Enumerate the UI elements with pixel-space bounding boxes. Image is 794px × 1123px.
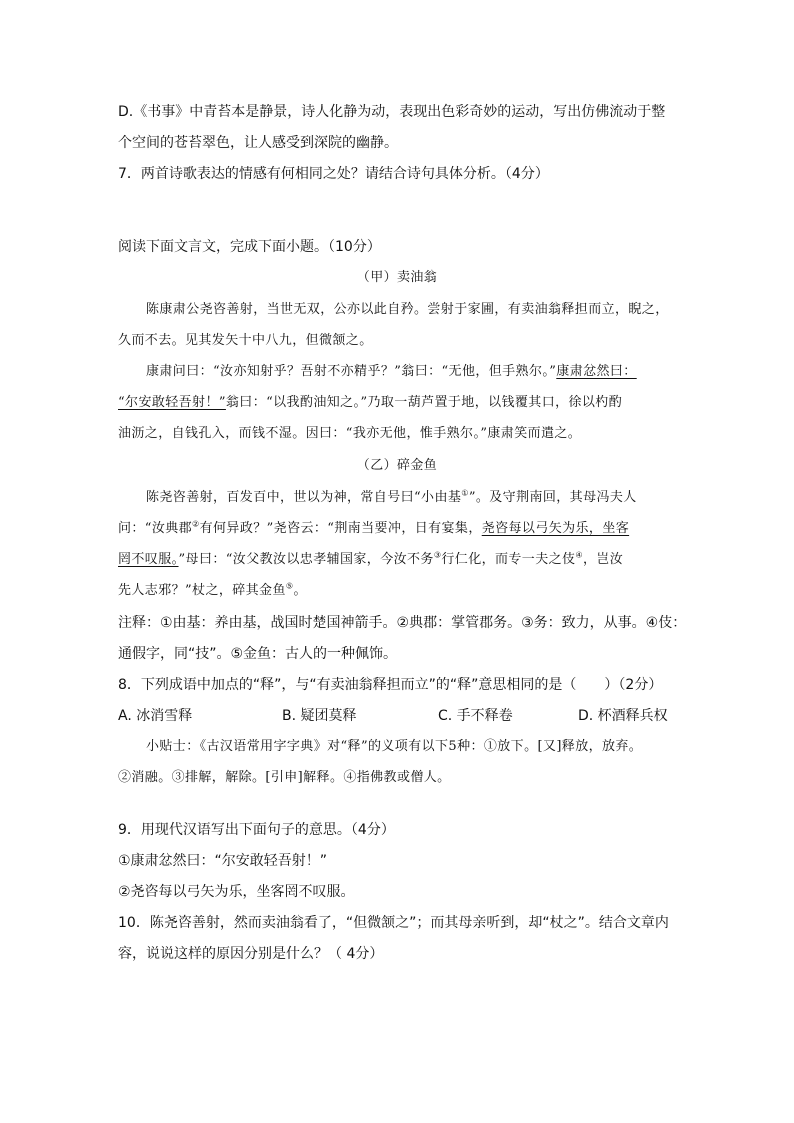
yi-line4	[118, 581, 307, 601]
yi-text: 先人志邪？”杖之，碎其金鱼	[118, 583, 286, 598]
yi-text: ”母曰：“汝父教汝以忠孝辅国家，今汝不务	[178, 552, 434, 567]
yi-underlined-sentence-end: 罔不叹服。	[118, 552, 179, 567]
q6-option-d-line2: 个空间的苍苔翠色，让人感受到深院的幽静。	[118, 135, 398, 151]
notes-line1: 注释：①由基：养由基，战国时楚国神箭手。②典郡：掌管郡务。③务：致力，从事。④伎：	[118, 615, 687, 631]
note-marker-2: ②	[192, 519, 200, 529]
notes-line2: 通假字，同“技”。⑤金鱼：古人的一种佩饰。	[118, 646, 398, 662]
q6-option-d-line1: D.《书事》中青苔本是静景，诗人化静为动，表现出色彩奇妙的运动，写出仿佛流动于整	[118, 104, 666, 120]
question-10-line1: 10．陈尧咨善射，然而卖油翁看了，“但微颔之”；而其母亲听到，却“杖之”。结合文章内	[118, 915, 669, 931]
note-marker-1: ①	[461, 488, 469, 498]
jia-text: 康肃问曰：“汝亦知射乎？吾射不亦精乎？”翁曰：“无他，但手熟尔。”	[146, 364, 557, 379]
question-9: 9．用现代汉语写出下面句子的意思。（4分）	[118, 822, 395, 838]
q9-sentence-2: ②尧咨每以弓矢为乐，坐客罔不叹服。	[118, 884, 355, 900]
jia-underlined-sentence-end: “尔安敢轻吾射！”	[118, 395, 226, 410]
question-7: 7．两首诗歌表达的情感有何相同之处？请结合诗句具体分析。（4分）	[118, 166, 549, 182]
q8-option-d: D. 杯酒释兵权	[578, 708, 668, 724]
yi-text: 行仁化，而专一夫之伎	[441, 552, 576, 567]
q8-option-b: B. 疑团莫释	[282, 708, 357, 724]
jia-underlined-sentence: 康肃忿然曰：	[556, 364, 637, 379]
yi-line2	[118, 519, 629, 539]
q8-option-a: A. 冰消雪释	[118, 708, 193, 724]
yi-line3	[118, 550, 623, 570]
passage-jia-title: （甲）卖油翁	[356, 270, 438, 285]
passage-yi-title: （乙）碎金鱼	[356, 458, 438, 473]
q8-tip-line1: 小贴士：《古汉语常用字字典》对“释”的义项有以下5种：①放下。[又]释放，放弃。	[146, 739, 643, 754]
q8-option-c: C. 手不释卷	[438, 708, 513, 724]
yi-line1	[146, 488, 637, 508]
question-8: 8．下列成语中加点的“释”，与“有卖油翁释担而立”的“释”意思相同的是（ ）（2分）	[118, 677, 663, 693]
yi-text: 陈尧咨善射，百发百中，世以为神，常自号曰“小由基	[146, 490, 462, 505]
jia-paragraph1-line2: 久而不去。见其发矢十中八九，但微颔之。	[118, 333, 373, 348]
q9-sentence-1: ①康肃忿然曰：“尔安敢轻吾射！”	[118, 853, 328, 869]
jia-text: 翁曰：“以我酌油知之。”乃取一葫芦置于地，以钱覆其口，徐以杓酌	[225, 395, 623, 410]
question-10-line2: 容，说说这样的原因分别是什么？（ 4分）	[118, 946, 384, 962]
passage-intro: 阅读下面文言文，完成下面小题。（10分）	[118, 239, 381, 255]
note-marker-3: ③	[433, 550, 442, 560]
yi-text: 。	[293, 583, 307, 598]
yi-underlined-sentence: 尧咨每以弓矢为乐，坐客	[481, 521, 630, 536]
yi-text: ”。及守荆南回，其母冯夫人	[468, 490, 637, 505]
yi-text: 有何异政？”尧咨云：“荆南当要冲，日有宴集，	[199, 521, 482, 536]
q8-tip-line2: ②消融。③排解，解除。[引申]解释。④指佛教或僧人。	[118, 770, 451, 785]
jia-paragraph2-line1	[146, 362, 637, 382]
jia-paragraph2-line2	[118, 393, 622, 413]
yi-text: 问：“汝典郡	[118, 521, 193, 536]
jia-paragraph2-line3: 油沥之，自钱孔入，而钱不湿。因曰：“我亦无他，惟手熟尔。”康肃笑而遣之。	[118, 426, 582, 441]
jia-paragraph1-line1: 陈康肃公尧咨善射，当世无双，公亦以此自矜。尝射于家圃，有卖油翁释担而立，睨之，	[146, 302, 669, 317]
note-marker-4: ④	[575, 550, 583, 560]
note-marker-5: ⑤	[285, 581, 294, 591]
yi-text: ，岂汝	[582, 552, 624, 567]
